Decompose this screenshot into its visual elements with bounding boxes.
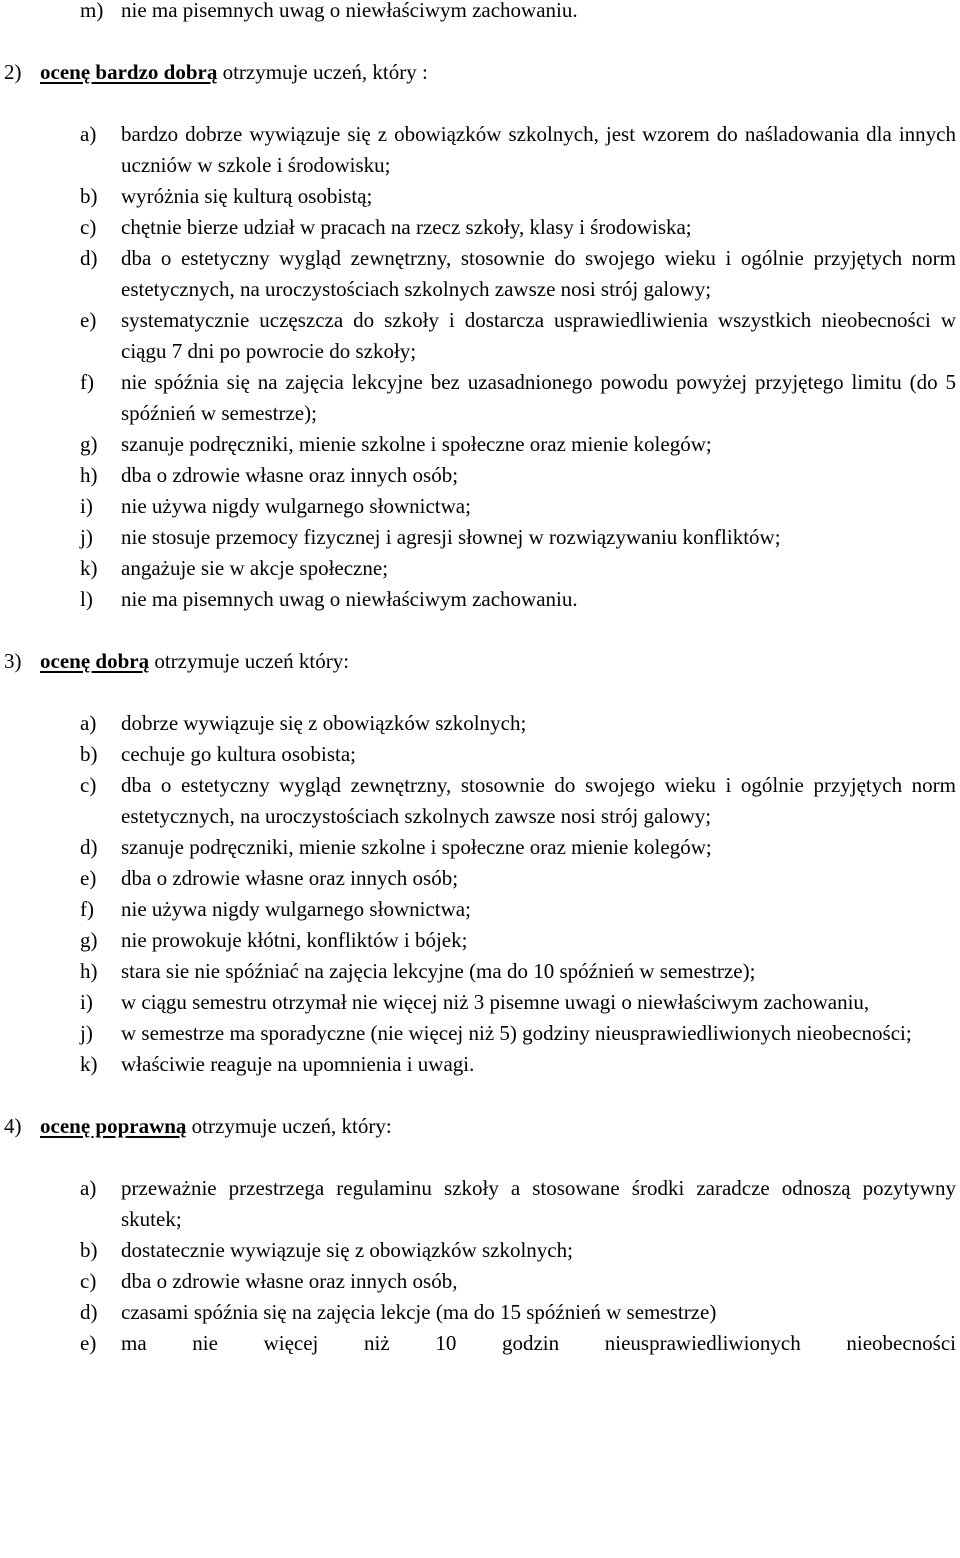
item-marker: b): [80, 742, 98, 766]
item-marker: l): [80, 587, 93, 611]
item-text: angażuje sie w akcje społeczne;: [121, 556, 389, 580]
item-marker: c): [80, 215, 97, 239]
item-marker: f): [80, 897, 94, 921]
item-marker: d): [80, 835, 98, 859]
list-item: [0, 1328, 960, 1359]
item-text: nie spóźnia się na zajęcia lekcyjne bez uzasadnionego powodu powyżej przyjętego limitu (do 5 spóźnień w semestrze);: [121, 370, 956, 425]
item-text: nie ma pisemnych uwag o niewłaściwym zachowaniu.: [121, 587, 578, 611]
list-item: [0, 1266, 960, 1297]
item-marker: b): [80, 184, 98, 208]
item-text: nie używa nigdy wulgarnego słownictwa;: [121, 494, 471, 518]
item-marker: a): [80, 1176, 97, 1200]
list-item: [0, 1018, 960, 1049]
item-marker: g): [80, 928, 98, 952]
list-item: [0, 1297, 960, 1328]
item-text: ma nie więcej niż 10 godzin nieusprawiedliwionych nieobecności: [121, 1331, 956, 1355]
item-marker: e): [80, 308, 97, 332]
section-heading-text: otrzymuje uczeń, który:: [186, 1114, 392, 1138]
list-item: [0, 956, 960, 987]
spacer: [0, 88, 960, 119]
list-item: [0, 832, 960, 863]
item-marker: c): [80, 773, 97, 797]
item-text: nie używa nigdy wulgarnego słownictwa;: [121, 897, 471, 921]
item-marker: f): [80, 370, 94, 394]
list-item: [0, 305, 960, 367]
section-heading: [0, 57, 960, 88]
item-text: dobrze wywiązuje się z obowiązków szkolnych;: [121, 711, 527, 735]
item-text: właściwie reaguje na upomnienia i uwagi.: [121, 1052, 475, 1076]
item-text: dba o estetyczny wygląd zewnętrzny, stosownie do swojego wieku i ogólnie przyjętych norm estetycznych, na uroczystościach szkolnych zawsze nosi strój galowy;: [121, 246, 956, 301]
item-text: cechuje go kultura osobista;: [121, 742, 357, 766]
list-item: [0, 429, 960, 460]
item-marker: h): [80, 463, 98, 487]
spacer: [0, 677, 960, 708]
item-marker: d): [80, 1300, 98, 1324]
item-text: wyróżnia się kulturą osobistą;: [121, 184, 373, 208]
item-marker: g): [80, 432, 98, 456]
section-number: 2): [4, 60, 22, 84]
item-text: w semestrze ma sporadyczne (nie więcej niż 5) godziny nieusprawiedliwionych nieobecności;: [121, 1021, 912, 1045]
item-text: nie stosuje przemocy fizycznej i agresji słownej w rozwiązywaniu konfliktów;: [121, 525, 781, 549]
spacer: [0, 1080, 960, 1111]
list-item: [0, 708, 960, 739]
list-item: [0, 522, 960, 553]
section-heading: [0, 1111, 960, 1142]
list-item: [0, 1173, 960, 1235]
list-item: [0, 770, 960, 832]
section-number: 3): [4, 649, 22, 673]
item-marker: k): [80, 1052, 98, 1076]
list-item: [0, 739, 960, 770]
list-item: [0, 460, 960, 491]
list-item: [0, 553, 960, 584]
item-text: nie prowokuje kłótni, konfliktów i bójek;: [121, 928, 468, 952]
item-marker: a): [80, 711, 97, 735]
section-number: 4): [4, 1114, 22, 1138]
item-marker: j): [80, 525, 93, 549]
item-text: systematycznie uczęszcza do szkoły i dostarcza usprawiedliwienia wszystkich nieobecności w ciągu 7 dni po powrocie do szkoły;: [121, 308, 956, 363]
item-text: dba o zdrowie własne oraz innych osób;: [121, 463, 459, 487]
item-marker: b): [80, 1238, 98, 1262]
grade-sections: [0, 26, 960, 1359]
list-item: [0, 181, 960, 212]
item-text: nie ma pisemnych uwag o niewłaściwym zachowaniu.: [121, 0, 578, 22]
list-item: [0, 1235, 960, 1266]
list-item: [0, 925, 960, 956]
list-item: [0, 894, 960, 925]
list-item: [0, 367, 960, 429]
item-text: chętnie bierze udział w pracach na rzecz szkoły, klasy i środowiska;: [121, 215, 692, 239]
grade-name: ocenę poprawną: [40, 1114, 187, 1138]
item-marker: k): [80, 556, 98, 580]
item-text: dostatecznie wywiązuje się z obowiązków szkolnych;: [121, 1238, 573, 1262]
list-item: [0, 863, 960, 894]
item-text: stara sie nie spóźniać na zajęcia lekcyjne (ma do 10 spóźnień w semestrze);: [121, 959, 756, 983]
item-marker: h): [80, 959, 98, 983]
item-marker: i): [80, 990, 93, 1014]
item-marker: e): [80, 866, 97, 890]
section-heading-text: otrzymuje uczeń, który :: [217, 60, 428, 84]
grade-name: ocenę bardzo dobrą: [40, 60, 218, 84]
item-text: przeważnie przestrzega regulaminu szkoły a stosowane środki zaradcze odnoszą pozytywny skutek;: [121, 1176, 956, 1231]
list-item: [0, 0, 960, 26]
grade-name: ocenę dobrą: [40, 649, 150, 673]
list-item: [0, 212, 960, 243]
section-heading-text: otrzymuje uczeń który:: [149, 649, 350, 673]
item-text: szanuje podręczniki, mienie szkolne i społeczne oraz mienie kolegów;: [121, 432, 712, 456]
item-marker: a): [80, 122, 97, 146]
section-heading: [0, 646, 960, 677]
list-item: [0, 987, 960, 1018]
item-text: dba o zdrowie własne oraz innych osób;: [121, 866, 459, 890]
spacer: [0, 26, 960, 57]
item-marker: e): [80, 1331, 97, 1355]
item-text: w ciągu semestru otrzymał nie więcej niż 3 pisemne uwagi o niewłaściwym zachowaniu,: [121, 990, 870, 1014]
list-item: [0, 584, 960, 615]
spacer: [0, 615, 960, 646]
item-marker: c): [80, 1269, 97, 1293]
item-text: dba o zdrowie własne oraz innych osób,: [121, 1269, 458, 1293]
item-marker: d): [80, 246, 98, 270]
item-text: szanuje podręczniki, mienie szkolne i społeczne oraz mienie kolegów;: [121, 835, 712, 859]
list-item: [0, 119, 960, 181]
list-item: [0, 1049, 960, 1080]
item-marker: m): [80, 0, 104, 22]
item-marker: j): [80, 1021, 93, 1045]
item-marker: i): [80, 494, 93, 518]
list-item: [0, 491, 960, 522]
list-item: [0, 243, 960, 305]
item-text: czasami spóźnia się na zajęcia lekcje (ma do 15 spóźnień w semestrze): [121, 1300, 717, 1324]
item-text: bardzo dobrze wywiązuje się z obowiązków szkolnych, jest wzorem do naśladowania dla innych uczniów w szkole i środowisku;: [121, 122, 956, 177]
item-text: dba o estetyczny wygląd zewnętrzny, stosownie do swojego wieku i ogólnie przyjętych norm estetycznych, na uroczystościach szkolnych zawsze nosi strój galowy;: [121, 773, 956, 828]
spacer: [0, 1142, 960, 1173]
